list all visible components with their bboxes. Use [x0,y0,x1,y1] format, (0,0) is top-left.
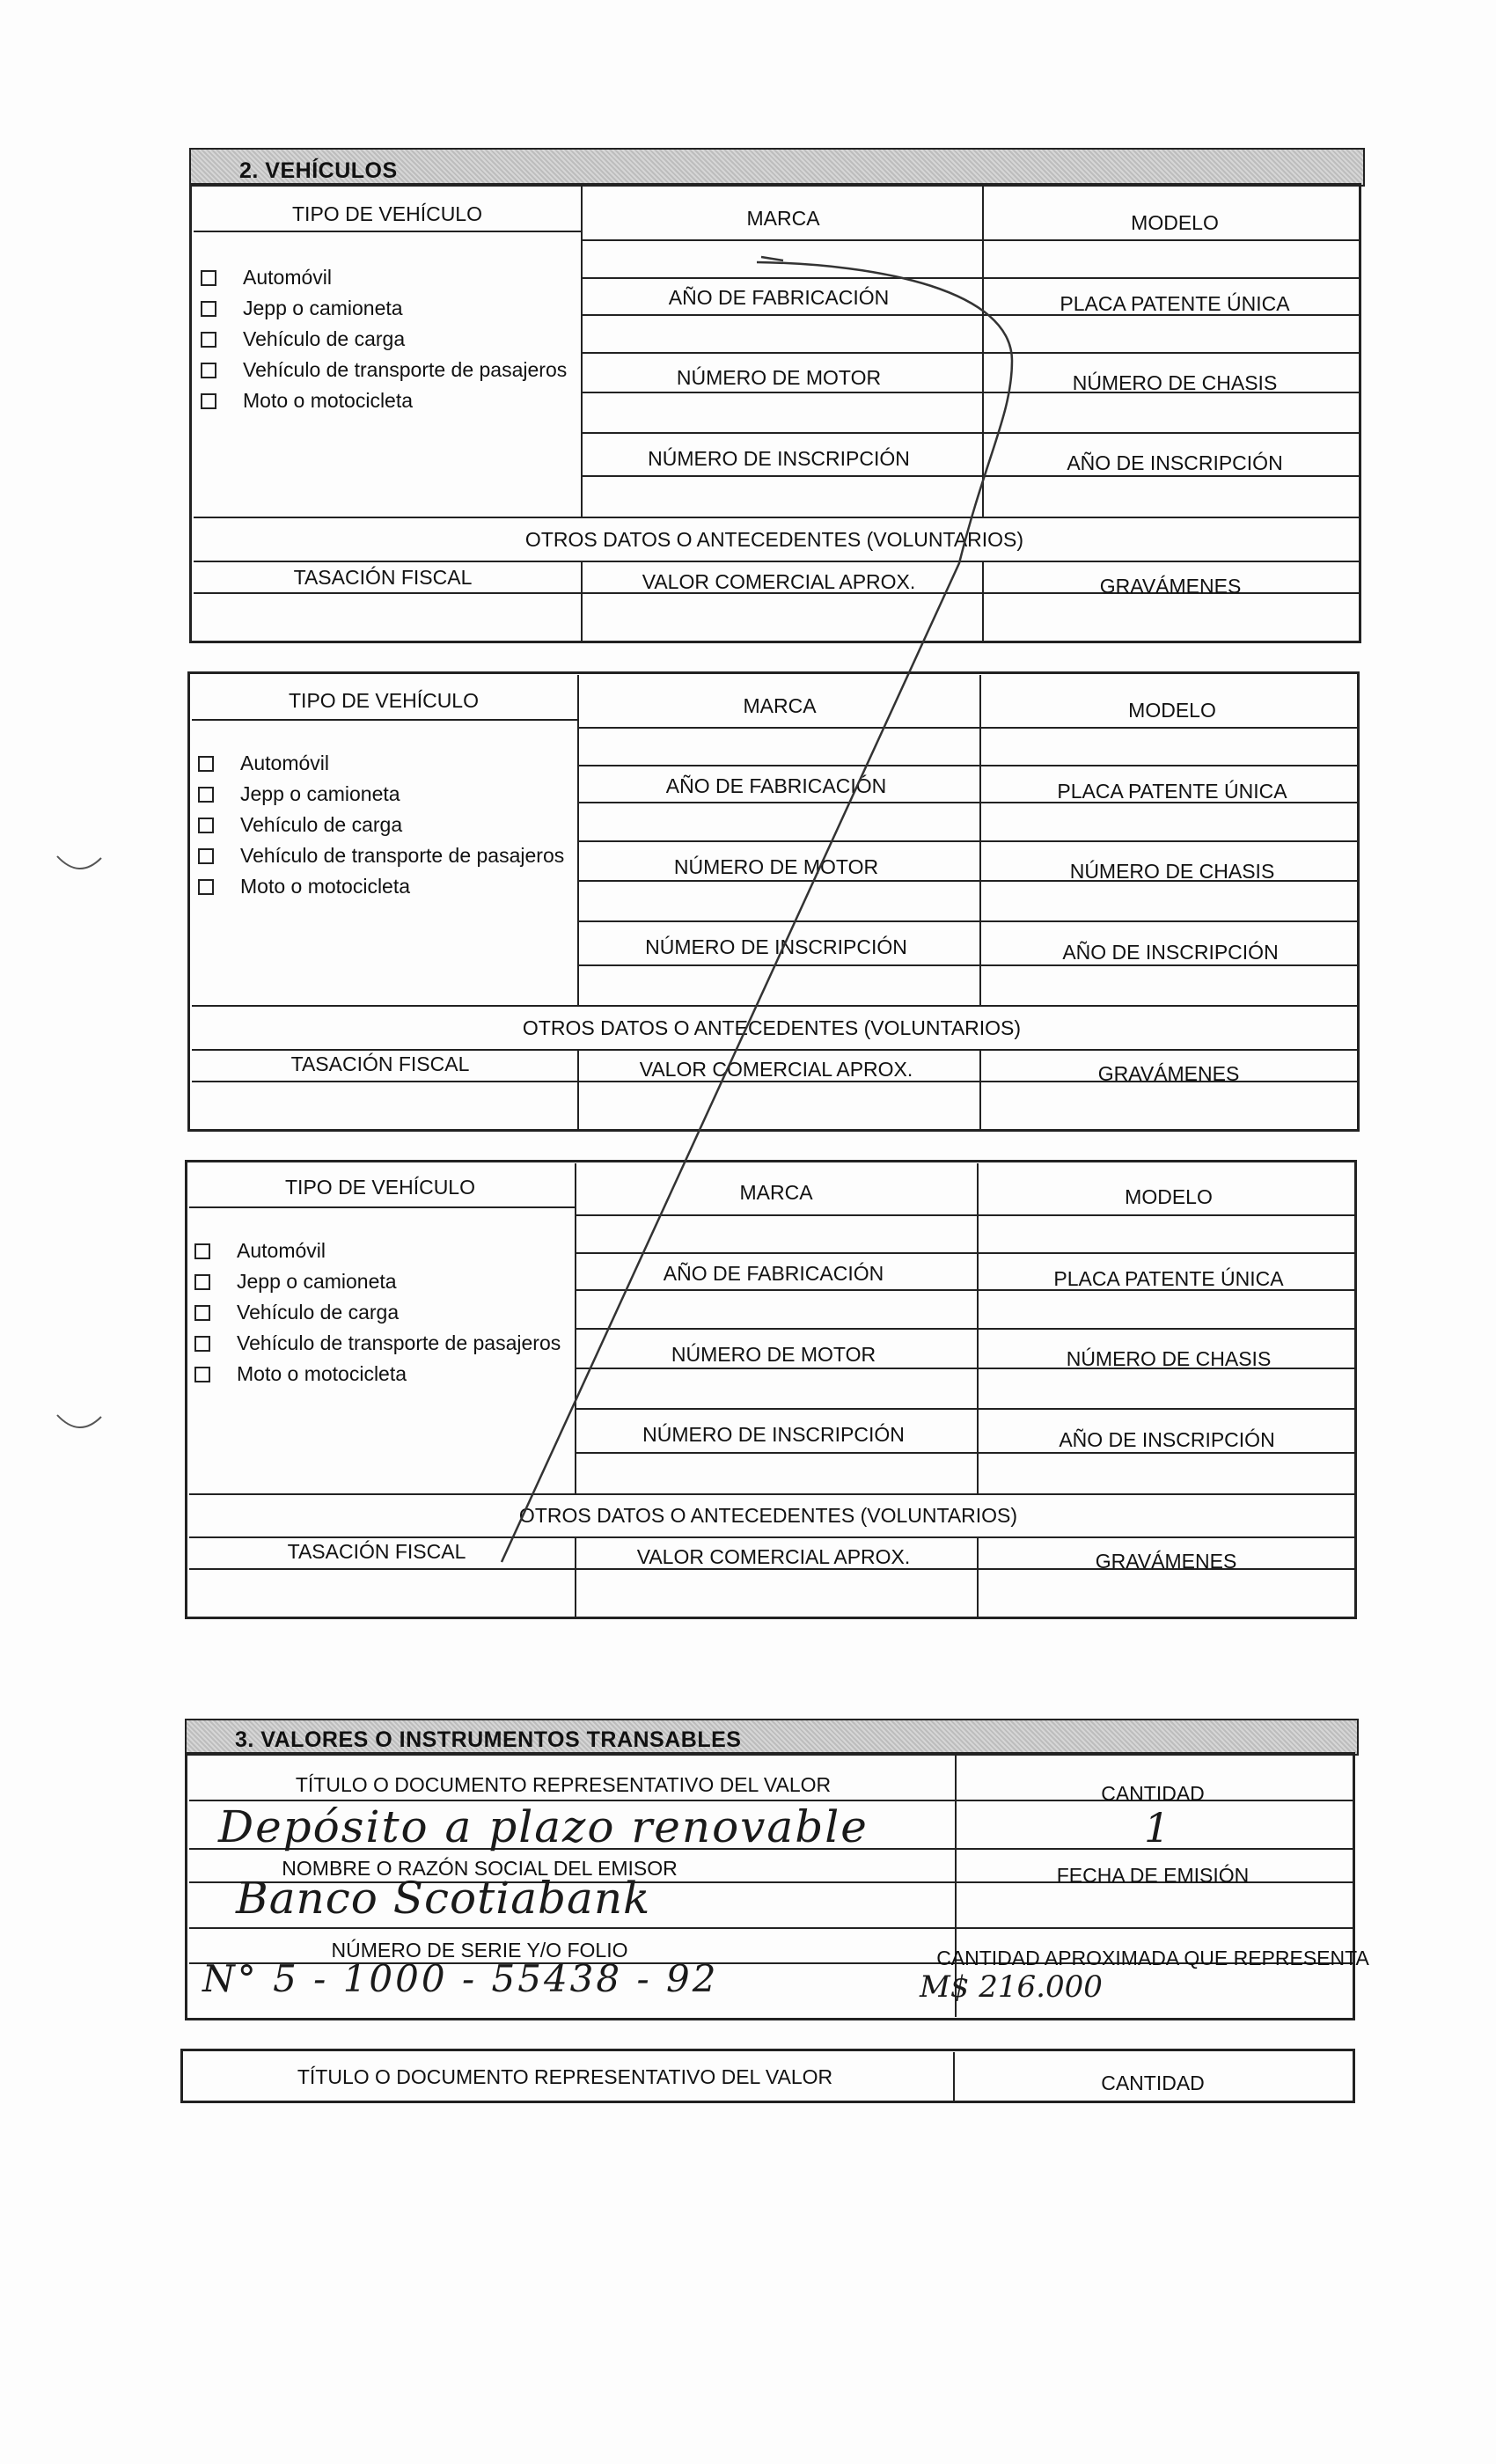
option-moto[interactable]: Moto o motocicleta [201,385,567,416]
option-moto[interactable]: Moto o motocicleta [198,871,564,902]
checkbox-icon[interactable] [194,1274,210,1290]
numero-motor-label-2: NÚMERO DE MOTOR [673,855,879,878]
checkbox-icon[interactable] [201,301,216,317]
valores-section-header [185,1719,1359,1756]
option-camioneta[interactable]: Jepp o camioneta [198,779,564,810]
nombre-emisor-label: NOMBRE O RAZÓN SOCIAL DEL EMISOR [282,1857,678,1880]
marca-label-2: MARCA [743,694,817,717]
checkbox-icon[interactable] [194,1305,210,1321]
valor-comercial-label-1: VALOR COMERCIAL APROX. [642,570,916,593]
modelo-label-1: MODELO [1131,211,1219,234]
numero-motor-label-1: NÚMERO DE MOTOR [676,366,882,389]
checkbox-icon[interactable] [201,363,216,378]
valores-section-title: 3. VALORES O INSTRUMENTOS TRANSABLES [235,1727,742,1752]
tasacion-fiscal-label-1: TASACIÓN FISCAL [293,566,473,589]
option-automovil[interactable]: Automóvil [198,748,564,779]
modelo-label-2: MODELO [1128,699,1216,722]
placa-patente-label-1: PLACA PATENTE ÚNICA [1060,292,1290,315]
tasacion-fiscal-label-2: TASACIÓN FISCAL [290,1052,470,1075]
cantidad-aproximada-label: CANTIDAD APROXIMADA QUE REPRESENTA [936,1947,1369,1969]
tasacion-fiscal-label-3: TASACIÓN FISCAL [287,1540,466,1563]
option-pasajeros[interactable]: Vehículo de transporte de pasajeros [201,355,567,385]
checkbox-icon[interactable] [194,1336,210,1352]
cantidad-label-2: CANTIDAD [1101,2072,1205,2094]
anio-fabricacion-label-1: AÑO DE FABRICACIÓN [668,286,890,309]
handwritten-titulo: Depósito a plazo renovable [218,1801,869,1852]
checkbox-icon[interactable] [198,848,214,864]
numero-chasis-label-3: NÚMERO DE CHASIS [1066,1347,1272,1370]
tipo-vehiculo-label-2: TIPO DE VEHÍCULO [289,689,479,712]
checkbox-icon[interactable] [198,756,214,772]
placa-patente-label-3: PLACA PATENTE ÚNICA [1053,1267,1284,1290]
numero-chasis-label-2: NÚMERO DE CHASIS [1069,860,1275,883]
checkbox-icon[interactable] [194,1243,210,1259]
option-carga[interactable]: Vehículo de carga [201,324,567,355]
valor-comercial-label-3: VALOR COMERCIAL APROX. [636,1545,911,1568]
vehicles-section-title: 2. VEHÍCULOS [239,158,398,183]
option-carga[interactable]: Vehículo de carga [198,810,564,840]
numero-inscripcion-label-1: NÚMERO DE INSCRIPCIÓN [648,447,910,470]
tipo-vehiculo-label-1: TIPO DE VEHÍCULO [292,202,482,225]
option-carga[interactable]: Vehículo de carga [194,1297,561,1328]
anio-inscripcion-label-1: AÑO DE INSCRIPCIÓN [1067,451,1283,474]
punch-hole-mark-2 [53,1408,106,1443]
otros-datos-label-1: OTROS DATOS O ANTECEDENTES (VOLUNTARIOS) [524,528,1024,551]
checkbox-icon[interactable] [201,270,216,286]
placa-patente-label-2: PLACA PATENTE ÚNICA [1057,780,1287,803]
numero-inscripcion-label-3: NÚMERO DE INSCRIPCIÓN [642,1423,905,1446]
fecha-emision-label: FECHA DE EMISIÓN [1056,1864,1250,1887]
checkbox-icon[interactable] [198,787,214,803]
option-camioneta[interactable]: Jepp o camioneta [201,293,567,324]
option-camioneta[interactable]: Jepp o camioneta [194,1266,561,1297]
vehicle-type-options-1 [201,262,567,416]
numero-chasis-label-1: NÚMERO DE CHASIS [1072,371,1278,394]
checkbox-icon[interactable] [201,332,216,348]
option-moto[interactable]: Moto o motocicleta [194,1359,561,1390]
option-pasajeros[interactable]: Vehículo de transporte de pasajeros [194,1328,561,1359]
checkbox-icon[interactable] [198,818,214,833]
option-automovil[interactable]: Automóvil [201,262,567,293]
anio-inscripcion-label-3: AÑO DE INSCRIPCIÓN [1059,1428,1275,1451]
marca-label-1: MARCA [746,207,820,230]
gravamenes-label-2: GRAVÁMENES [1097,1062,1240,1085]
vehicles-section-header [189,148,1365,187]
titulo-documento-label: TÍTULO O DOCUMENTO REPRESENTATIVO DEL VALOR [295,1773,832,1796]
checkbox-icon[interactable] [194,1367,210,1382]
anio-inscripcion-label-2: AÑO DE INSCRIPCIÓN [1062,941,1279,964]
handwritten-cantidad-aprox: M$ 216.000 [920,1969,1103,2005]
checkbox-icon[interactable] [201,393,216,409]
handwritten-cantidad: 1 [1144,1804,1170,1852]
gravamenes-label-3: GRAVÁMENES [1095,1550,1237,1573]
option-automovil[interactable]: Automóvil [194,1236,561,1266]
punch-hole-mark-1 [53,849,106,884]
handwritten-emisor: Banco Scotiabank [236,1873,651,1924]
vehicle-type-options-2 [198,748,564,902]
gravamenes-label-1: GRAVÁMENES [1099,575,1242,598]
marca-label-3: MARCA [739,1181,813,1204]
valores-block-2-divider [953,2052,955,2101]
anio-fabricacion-label-2: AÑO DE FABRICACIÓN [665,774,887,797]
vehicle-type-options-3 [194,1236,561,1390]
modelo-label-3: MODELO [1125,1185,1213,1208]
option-pasajeros[interactable]: Vehículo de transporte de pasajeros [198,840,564,871]
anio-fabricacion-label-3: AÑO DE FABRICACIÓN [663,1262,884,1285]
checkbox-icon[interactable] [198,879,214,895]
handwritten-serie: N° 5 - 1000 - 55438 - 92 [202,1957,719,2000]
numero-inscripcion-label-2: NÚMERO DE INSCRIPCIÓN [645,935,907,958]
otros-datos-label-2: OTROS DATOS O ANTECEDENTES (VOLUNTARIOS) [522,1016,1022,1039]
titulo-documento-label-2: TÍTULO O DOCUMENTO REPRESENTATIVO DEL VALOR [297,2065,833,2088]
tipo-vehiculo-label-3: TIPO DE VEHÍCULO [285,1176,475,1199]
otros-datos-label-3: OTROS DATOS O ANTECEDENTES (VOLUNTARIOS) [518,1504,1018,1527]
numero-serie-label: NÚMERO DE SERIE Y/O FOLIO [331,1939,628,1962]
numero-motor-label-3: NÚMERO DE MOTOR [671,1343,876,1366]
cantidad-label: CANTIDAD [1101,1782,1205,1805]
valor-comercial-label-2: VALOR COMERCIAL APROX. [639,1058,913,1081]
